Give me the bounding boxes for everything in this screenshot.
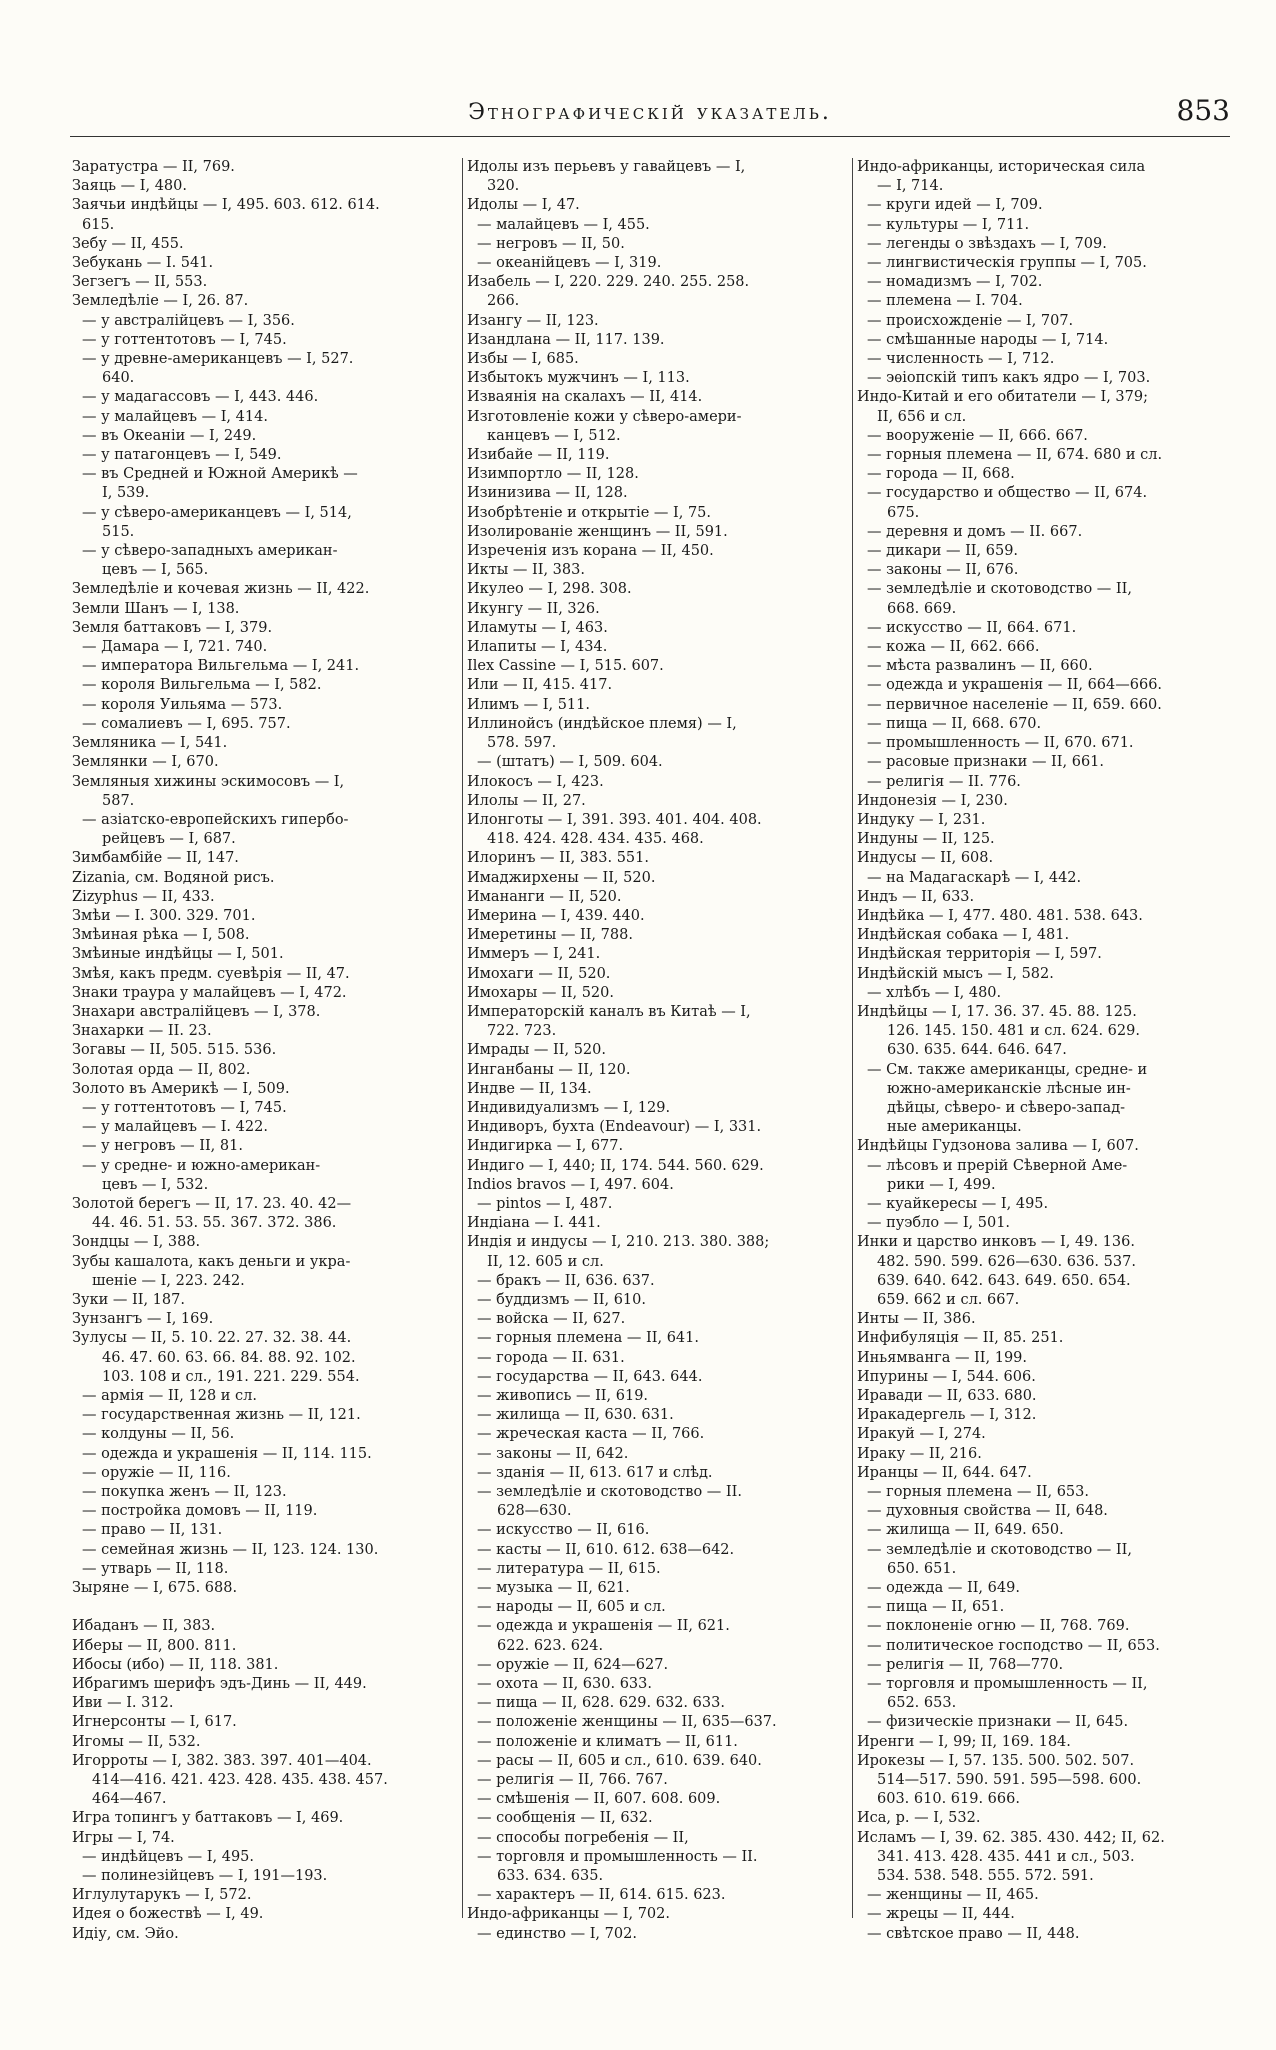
index-entry: Zizania, см. Водяной рисъ. (72, 869, 275, 886)
index-entry: — у негровъ — II, 81. (82, 1138, 243, 1155)
index-entry: — вооруженіе — II, 666. 667. (867, 427, 1088, 444)
index-entry: — деревня и домъ — II. 667. (867, 523, 1083, 540)
index-entry: — I, 714. (877, 178, 944, 195)
index-entry: — у малайцевъ — I, 414. (82, 408, 268, 425)
index-entry: Иса, р. — I, 532. (857, 1810, 981, 1827)
index-entry: — торговля и промышленность — II, (867, 1676, 1148, 1693)
index-entry: — оружіе — II, 116. (82, 1464, 231, 1481)
index-entry: Зунзангъ — I, 169. (72, 1311, 214, 1328)
index-entry: — жреческая каста — II, 766. (477, 1426, 705, 1443)
index-entry: Илапиты — I, 434. (467, 639, 608, 656)
index-entry: — одежда и украшенія — II, 621. (477, 1618, 730, 1635)
index-entry: Илоринъ — II, 383. 551. (467, 850, 649, 867)
index-entry: — пуэбло — I, 501. (867, 1215, 1011, 1232)
index-entry: — постройка домовъ — II, 119. (82, 1503, 318, 1520)
index-entry: Змѣиная рѣка — I, 508. (72, 927, 250, 944)
index-entry: Индіана — I. 441. (467, 1215, 601, 1232)
index-entry: — лингвистическія группы — I, 705. (867, 255, 1147, 272)
index-entry: Игнерсонты — I, 617. (72, 1714, 237, 1731)
index-entry: 515. (102, 523, 135, 540)
index-entry: Императорскій каналъ въ Китаѣ — I, (467, 1003, 751, 1020)
index-entry: II, 656 и сл. (877, 408, 967, 425)
index-entry: Имананги — II, 520. (467, 888, 622, 905)
index-entry: Индуку — I, 231. (857, 811, 986, 828)
index-entry: — азіатско-европейскихъ гипербо- (82, 811, 349, 828)
index-entry: — смѣшенія — II, 607. 608. 609. (477, 1791, 721, 1808)
index-entry: — легенды о звѣздахъ — I, 709. (867, 235, 1107, 252)
index-entry: — торговля и промышленность — II. (477, 1848, 758, 1865)
index-entry: — императора Вильгельма — I, 241. (82, 658, 360, 675)
index-entry: — первичное населеніе — II, 659. 660. (867, 696, 1162, 713)
index-entry: — способы погребенія — II, (477, 1829, 689, 1846)
index-entry: Инты — II, 386. (857, 1311, 976, 1328)
index-entry: — сомалиевъ — I, 695. 757. (82, 715, 291, 732)
index-entry: Икты — II, 383. (467, 562, 585, 579)
index-entry: — горныя племена — II, 674. 680 и сл. (867, 447, 1163, 464)
index-entry: — живопись — II, 619. (477, 1388, 649, 1404)
index-entry: — короля Уильяма — 573. (82, 696, 283, 713)
index-entry: Заратустра — II, 769. (72, 159, 235, 175)
index-entry: — духовныя свойства — II, 648. (867, 1503, 1108, 1520)
index-entry: — у готтентотовъ — I, 745. (82, 331, 287, 348)
index-entry: — характеръ — II, 614. 615. 623. (477, 1887, 726, 1904)
index-entry: — женщины — II, 465. (867, 1887, 1039, 1904)
index-entry: — пища — II, 628. 629. 632. 633. (477, 1695, 725, 1712)
index-entry: 622. 623. 624. (497, 1637, 604, 1654)
index-entry: Ирокезы — I, 57. 135. 500. 502. 507. (857, 1752, 1135, 1769)
index-entry: 639. 640. 642. 643. 649. 650. 654. (877, 1272, 1131, 1289)
index-entry: — буддизмъ — II, 610. (477, 1291, 646, 1308)
index-entry: Ибрагимъ шерифъ эдъ-Динь — II, 449. (72, 1676, 367, 1693)
index-entry: Иракуй — I, 274. (857, 1426, 986, 1443)
index-entry: 514—517. 590. 591. 595—598. 600. (877, 1772, 1142, 1789)
index-entry: — у малайцевъ — I. 422. (82, 1119, 268, 1136)
index-entry: Инганбаны — II, 120. (467, 1061, 631, 1078)
index-entry: Индо-африканцы — I, 702. (467, 1906, 670, 1923)
index-entry: Изангу — II, 123. (467, 312, 599, 329)
index-entry: — физическіе признаки — II, 645. (867, 1714, 1129, 1731)
index-entry: Иберы — II, 800. 811. (72, 1637, 237, 1654)
index-entry: — пища — II, 651. (867, 1599, 1005, 1616)
index-entry: Имаджирхены — II, 520. (467, 869, 656, 886)
index-entry: Змѣиные индѣйцы — I, 501. (72, 946, 284, 963)
index-entry: — семейная жизнь — II, 123. 124. 130. (82, 1541, 379, 1558)
index-entry: Зебу — II, 455. (72, 235, 184, 252)
index-entry: — армія — II, 128 и сл. (82, 1388, 257, 1404)
index-entry: Зулусы — II, 5. 10. 22. 27. 32. 38. 44. (72, 1330, 352, 1347)
index-entry: 630. 635. 644. 646. 647. (887, 1042, 1067, 1059)
index-entry: Идіу, см. Эйо. (72, 1925, 179, 1942)
index-entry: — бракъ — II, 636. 637. (477, 1272, 655, 1289)
index-entry: Игра топингъ у баттаковъ — I, 469. (72, 1810, 344, 1827)
index-entry: 103. 108 и сл., 191. 221. 229. 554. (102, 1368, 360, 1385)
index-entry (72, 1598, 454, 1617)
index-entry: Икунгу — II, 326. (467, 600, 600, 617)
index-entry: — у сѣверо-американцевъ — I, 514, (82, 504, 352, 521)
index-entry: Изинизива — II, 128. (467, 485, 628, 502)
index-entry: — расы — II, 605 и сл., 610. 639. 640. (477, 1752, 762, 1769)
index-entry: Иглулутарукъ — I, 572. (72, 1887, 252, 1904)
index-entry: — религія — II. 776. (867, 773, 1021, 790)
index-entry: 482. 590. 599. 626—630. 636. 537. (877, 1253, 1136, 1270)
index-entry: — покупка женъ — II, 123. (82, 1484, 287, 1501)
index-entry: — оружіе — II, 624—627. (477, 1656, 669, 1673)
index-entry: 675. (887, 504, 920, 521)
index-entry: Индо-африканцы, историческая сила (857, 159, 1146, 175)
index-entry: Индве — II, 134. (467, 1080, 592, 1097)
index-entry: 650. 651. (887, 1560, 957, 1577)
index-entry: Зыряне — I, 675. 688. (72, 1580, 238, 1597)
index-entry: — происхожденіе — I, 707. (867, 312, 1074, 329)
index-entry: 603. 610. 619. 666. (877, 1791, 1020, 1808)
index-entry: — одежда и украшенія — II, 114. 115. (82, 1445, 372, 1462)
index-entry: Инки и царство инковъ — I, 49. 136. (857, 1234, 1135, 1251)
index-entry: Земляника — I, 541. (72, 735, 228, 752)
index-entry: ные американцы. (887, 1119, 1022, 1136)
index-entry: Изготовленіе кожи у сѣверо-амери- (467, 408, 742, 425)
index-entry: — жилища — II, 630. 631. (477, 1407, 674, 1424)
index-entry: — негровъ — II, 50. (477, 235, 625, 252)
index-entry: Иракадергель — I, 312. (857, 1407, 1037, 1424)
index-entry: — у средне- и южно-американ- (82, 1157, 321, 1174)
index-entry: 640. (102, 370, 135, 387)
index-entry: — искусство — II, 664. 671. (867, 619, 1077, 636)
index-entry: Изимпортло — II, 128. (467, 466, 639, 483)
index-entry: — искусство — II, 616. (477, 1522, 650, 1539)
index-entry: — горныя племена — II, 641. (477, 1330, 699, 1347)
index-entry: — жрецы — II, 444. (867, 1906, 1015, 1923)
index-entry: — города — II. 631. (477, 1349, 625, 1366)
index-entry: Индиворъ, бухта (Endeavour) — I, 331. (467, 1119, 762, 1136)
index-entry: Зондцы — I, 388. (72, 1234, 201, 1251)
index-entry: Заяць — I, 480. (72, 178, 187, 195)
index-entry: — лѣсовъ и прерій Сѣверной Аме- (867, 1157, 1128, 1174)
index-entry: — культуры — I, 711. (867, 216, 1030, 233)
index-entry: — поклоненіе огню — II, 768. 769. (867, 1618, 1130, 1635)
index-entry: Заячьи индѣйцы — I, 495. 603. 612. 614. (72, 197, 380, 214)
index-entry: дѣйцы, сѣверо- и сѣверо-запад- (887, 1099, 1126, 1116)
index-entry: Ираку — II, 216. (857, 1445, 982, 1462)
index-entry: — религія — II, 766. 767. (477, 1772, 668, 1789)
index-entry: Исламъ — I, 39. 62. 385. 430. 442; II, 62. (857, 1829, 1165, 1846)
index-entry: — на Мадагаскарѣ — I, 442. (867, 869, 1082, 886)
index-entry: — войска — II, 627. (477, 1311, 626, 1328)
index-entry: южно-американскіе лѣсные ин- (887, 1080, 1131, 1097)
index-entry: канцевъ — I, 512. (487, 427, 621, 444)
index-entry: 320. (487, 178, 520, 195)
index-entry: Золото въ Америкѣ — I, 509. (72, 1080, 290, 1097)
index-entry: — земледѣліе и скотоводство — II. (477, 1484, 742, 1501)
index-entry: Земля баттаковъ — I, 379. (72, 619, 273, 636)
index-entry: Изваянія на скалахъ — II, 414. (467, 389, 703, 406)
index-entry: — Дамара — I, 721. 740. (82, 639, 268, 656)
index-entry: — свѣтское право — II, 448. (867, 1925, 1080, 1942)
index-entry: Или — II, 415. 417. (467, 677, 613, 694)
index-entry: цевъ — I, 532. (102, 1176, 209, 1193)
index-entry: Изабель — I, 220. 229. 240. 255. 258. (467, 274, 750, 291)
index-entry: 414—416. 421. 423. 428. 435. 438. 457. (92, 1772, 388, 1789)
index-entry: Индонезія — I, 230. (857, 792, 1008, 809)
index-entry: — См. также американцы, средне- и (867, 1061, 1148, 1078)
index-entry: Ипурины — I, 544. 606. (857, 1368, 1036, 1385)
index-entry: Зогавы — II, 505. 515. 536. (72, 1042, 277, 1059)
index-entry: Илолы — II, 27. (467, 792, 586, 809)
index-entry: Илокосъ — I, 423. (467, 773, 604, 790)
index-entry: — колдуны — II, 56. (82, 1426, 235, 1443)
index-entry: Земли Шанъ — I, 138. (72, 600, 240, 617)
index-entry: — (штатъ) — I, 509. 604. (477, 754, 663, 771)
index-entry: — у сѣверо-западныхъ американ- (82, 543, 338, 560)
index-entry: рейцевъ — I, 687. (102, 831, 236, 848)
index-entry: — хлѣбъ — I, 480. (867, 984, 1002, 1001)
index-entry: — пища — II, 668. 670. (867, 715, 1042, 732)
index-entry: — земледѣліе и скотоводство — II, (867, 1541, 1132, 1558)
index-entry: Изобрѣтеніе и открытіе — I, 75. (467, 504, 712, 521)
index-entry: 464—467. (92, 1791, 167, 1808)
index-entry: — одежда и украшенія — II, 664—666. (867, 677, 1163, 694)
index-entry: — государство и общество — II, 674. (867, 485, 1148, 502)
index-entry: Иммеръ — I, 241. (467, 946, 601, 963)
index-entry: Индѣйскій мысъ — I, 582. (857, 965, 1054, 982)
index-entry: — политическое господство — II, 653. (867, 1637, 1160, 1654)
index-entry: — жилища — II, 649. 650. (867, 1522, 1064, 1539)
index-entry: Зимбамбійе — II, 147. (72, 850, 239, 867)
index-entry: Ибаданъ — II, 383. (72, 1618, 216, 1635)
index-entry: — литература — II, 615. (477, 1560, 661, 1577)
index-entry: — государственная жизнь — II, 121. (82, 1407, 361, 1424)
index-entry: Indios bravos — I, 497. 604. (467, 1176, 674, 1193)
index-entry: — номадизмъ — I, 702. (867, 274, 1043, 291)
index-entry: Имеретины — II, 788. (467, 927, 633, 944)
index-entry: Илонготы — I, 391. 393. 401. 404. 408. (467, 811, 762, 828)
index-entry: Изреченія изъ корана — II, 450. (467, 543, 714, 560)
index-entry: Индѣйцы — I, 17. 36. 37. 45. 88. 125. (857, 1003, 1137, 1020)
index-entry: — касты — II, 610. 612. 638—642. (477, 1541, 735, 1558)
index-entry: Изибайе — II, 119. (467, 447, 610, 464)
index-entry: 633. 634. 635. (497, 1868, 604, 1885)
index-entry: Избытокъ мужчинъ — I, 113. (467, 370, 690, 387)
index-entry: рики — I, 499. (887, 1176, 996, 1193)
index-entry: Ilex Cassine — I, 515. 607. (467, 658, 664, 675)
index-entry: — сообщенія — II, 632. (477, 1810, 653, 1827)
index-entry: — одежда — II, 649. (867, 1580, 1020, 1597)
index-entry: — земледѣліе и скотоводство — II, (867, 581, 1132, 598)
index-entry: — малайцевъ — I, 455. (477, 216, 650, 233)
index-entry: — расовые признаки — II, 661. (867, 754, 1105, 771)
index-entry: — въ Средней и Южной Америкѣ — (82, 466, 358, 483)
index-entry: Индъ — II, 633. (857, 888, 975, 905)
index-entry: 126. 145. 150. 481 и сл. 624. 629. (887, 1023, 1140, 1040)
index-entry: Индѣйка — I, 477. 480. 481. 538. 643. (857, 907, 1143, 924)
index-entry: Индусы — II, 608. (857, 850, 994, 867)
index-entry: Земледѣліе и кочевая жизнь — II, 422. (72, 581, 370, 598)
index-entry: Иллинойсъ (индѣйское племя) — I, (467, 715, 737, 732)
index-entry: — положеніе и климатъ — II, 611. (477, 1733, 738, 1750)
index-entry: Имрады — II, 520. (467, 1042, 606, 1059)
index-entry: Игорроты — I, 382. 383. 397. 401—404. (72, 1752, 372, 1769)
index-entry: Иранцы — II, 644. 647. (857, 1464, 1032, 1481)
index-entry: — промышленность — II, 670. 671. (867, 735, 1134, 752)
index-entry: Избы — I, 685. (467, 351, 579, 368)
index-entry: Индія и индусы — I, 210. 213. 380. 388; (467, 1234, 770, 1251)
index-entry: Земледѣліе — I, 26. 87. (72, 293, 249, 310)
index-entry: — положеніе женщины — II, 635—637. (477, 1714, 777, 1731)
index-entry: — круги идей — I, 709. (867, 197, 1043, 214)
index-entry: — океанійцевъ — I, 319. (477, 255, 662, 272)
index-entry: Иламуты — I, 463. (467, 619, 608, 636)
page-header (70, 90, 1230, 137)
index-entry: 266. (487, 293, 520, 310)
index-entry: — короля Вильгельма — I, 582. (82, 677, 322, 694)
page-title: Этнографическій указатель. (468, 100, 832, 125)
index-entry: — племена — I. 704. (867, 293, 1023, 310)
index-entry: Имохаги — II, 520. (467, 965, 611, 982)
index-entry: Иренги — I, 99; II, 169. 184. (857, 1733, 1071, 1750)
index-entry: — горныя племена — II, 653. (867, 1484, 1089, 1501)
index-entry: Золотой берегъ — II, 17. 23. 40. 42— (72, 1195, 352, 1212)
index-entry: — у мадагассовъ — I, 443. 446. (82, 389, 319, 406)
index-entry: Иви — I. 312. (72, 1695, 174, 1712)
index-entry: Zizyphus — II, 433. (72, 888, 215, 905)
index-entry: — смѣшанные народы — I, 714. (867, 331, 1109, 348)
index-entry: Индуны — II, 125. (857, 831, 995, 848)
index-entry: Индо-Китай и его обитатели — I, 379; (857, 389, 1148, 406)
index-entry: 615. (82, 216, 115, 233)
index-entry: — города — II, 668. (867, 466, 1015, 483)
index-column-2 (462, 158, 849, 1942)
index-entry: — у патагонцевъ — I, 549. (82, 447, 282, 464)
index-entry: — мѣста развалинъ — II, 660. (867, 658, 1093, 675)
index-entry: шеніе — I, 223. 242. (92, 1272, 245, 1289)
index-entry: Иньямванга — II, 199. (857, 1349, 1028, 1366)
index-entry: Золотая орда — II, 802. (72, 1061, 251, 1078)
index-entry: Земляныя хижины эскимосовъ — I, (72, 773, 345, 790)
index-entry: Зебукань — I. 541. (72, 255, 214, 272)
index-entry: Землянки — I, 670. (72, 754, 219, 771)
index-entry: Знаки траура у малайцевъ — I, 472. (72, 984, 347, 1001)
index-entry: Индиго — I, 440; II, 174. 544. 560. 629. (467, 1157, 764, 1174)
index-entry: — утварь — II, 118. (82, 1560, 229, 1577)
index-entry: I, 539. (102, 485, 150, 502)
index-entry: 418. 424. 428. 434. 435. 468. (487, 831, 704, 848)
index-entry: — у австралійцевъ — I, 356. (82, 312, 295, 329)
index-entry: Идолы — I, 47. (467, 197, 580, 214)
index-entry: 722. 723. (487, 1023, 557, 1040)
index-entry: — право — II, 131. (82, 1522, 223, 1539)
index-entry: — дикари — II, 659. (867, 543, 1019, 560)
index-column-1 (72, 158, 454, 1944)
index-entry: Изолированіе женщинъ — II, 591. (467, 523, 728, 540)
index-entry: цевъ — I, 565. (102, 562, 209, 579)
index-entry: — зданія — II, 613. 617 и слѣд. (477, 1464, 713, 1481)
index-entry: Индѣйская собака — I, 481. (857, 927, 1070, 944)
index-entry: — у древне-американцевъ — I, 527. (82, 351, 354, 368)
index-entry: — государства — II, 643. 644. (477, 1368, 703, 1385)
index-entry: — охота — II, 630. 633. (477, 1676, 652, 1693)
index-entry: — эѳіопскій типъ какъ ядро — I, 703. (867, 370, 1151, 387)
index-entry: — законы — II, 642. (477, 1445, 629, 1462)
index-entry: 46. 47. 60. 63. 66. 84. 88. 92. 102. (102, 1349, 356, 1366)
index-entry: 578. 597. (487, 735, 557, 752)
index-entry: 534. 538. 548. 555. 572. 591. (877, 1868, 1094, 1885)
index-entry: 341. 413. 428. 435. 441 и сл., 503. (877, 1848, 1135, 1865)
index-entry: 628—630. (497, 1503, 572, 1520)
index-entry: — полинезійцевъ — I, 191—193. (82, 1868, 328, 1885)
index-entry: II, 12. 605 и сл. (487, 1253, 604, 1270)
index-entry: — музыка — II, 621. (477, 1580, 630, 1597)
index-entry: — куайкересы — I, 495. (867, 1195, 1049, 1212)
index-entry: Игры — I, 74. (72, 1829, 175, 1846)
index-entry: — народы — II, 605 и сл. (477, 1599, 666, 1616)
index-entry: — численность — I, 712. (867, 351, 1055, 368)
index-entry: Змѣи — I. 300. 329. 701. (72, 907, 256, 924)
index-entry: — законы — II, 676. (867, 562, 1019, 579)
index-entry: Знахари австралійцевъ — I, 378. (72, 1003, 321, 1020)
index-entry: — въ Океаніи — I, 249. (82, 427, 257, 444)
index-entry: — кожа — II, 662. 666. (867, 639, 1040, 656)
index-entry: 44. 46. 51. 53. 55. 367. 372. 386. (92, 1215, 337, 1232)
index-entry: Иравади — II, 633. 680. (857, 1388, 1037, 1404)
index-entry: Индѣйцы Гудзонова залива — I, 607. (857, 1138, 1139, 1155)
index-entry: Имохары — II, 520. (467, 984, 614, 1001)
index-entry: Игомы — II, 532. (72, 1733, 201, 1750)
index-entry: Знахарки — II. 23. (72, 1023, 212, 1040)
index-entry: Индивидуализмъ — I, 129. (467, 1099, 671, 1116)
index-entry: 587. (102, 792, 135, 809)
index-entry: — у готтентотовъ — I, 745. (82, 1099, 287, 1116)
index-entry: Идолы изъ перьевъ у гавайцевъ — I, (467, 159, 746, 175)
page-number: 853 (1176, 94, 1230, 127)
index-entry: Зегзегъ — II, 553. (72, 274, 208, 291)
index-entry: Икулео — I, 298. 308. (467, 581, 632, 598)
index-entry: — pintos — I, 487. (477, 1195, 613, 1212)
index-entry: Зуки — II, 187. (72, 1291, 185, 1308)
index-entry: Идея о божествѣ — I, 49. (72, 1906, 264, 1923)
index-entry: Изандлана — II, 117. 139. (467, 331, 665, 348)
index-entry: Змѣя, какъ предм. суевѣрія — II, 47. (72, 965, 350, 982)
index-entry: Инфибуляція — II, 85. 251. (857, 1330, 1064, 1347)
index-entry: Зубы кашалота, какъ деньги и укра- (72, 1253, 351, 1270)
index-entry: — индѣйцевъ — I, 495. (82, 1848, 255, 1865)
index-entry: 668. 669. (887, 600, 957, 617)
index-entry: — религія — II, 768—770. (867, 1656, 1064, 1673)
index-entry: Имерина — I, 439. 440. (467, 907, 645, 924)
index-entry: — единство — I, 702. (477, 1925, 637, 1942)
index-entry: Индѣйская территорія — I, 597. (857, 946, 1102, 963)
index-entry: Индигирка — I, 677. (467, 1138, 624, 1155)
index-column-3 (852, 158, 1239, 1942)
index-entry: Ибосы (ибо) — II, 118. 381. (72, 1656, 279, 1673)
index-entry: Илимъ — I, 511. (467, 696, 590, 713)
index-entry: 659. 662 и сл. 667. (877, 1291, 1020, 1308)
index-entry: 652. 653. (887, 1695, 957, 1712)
